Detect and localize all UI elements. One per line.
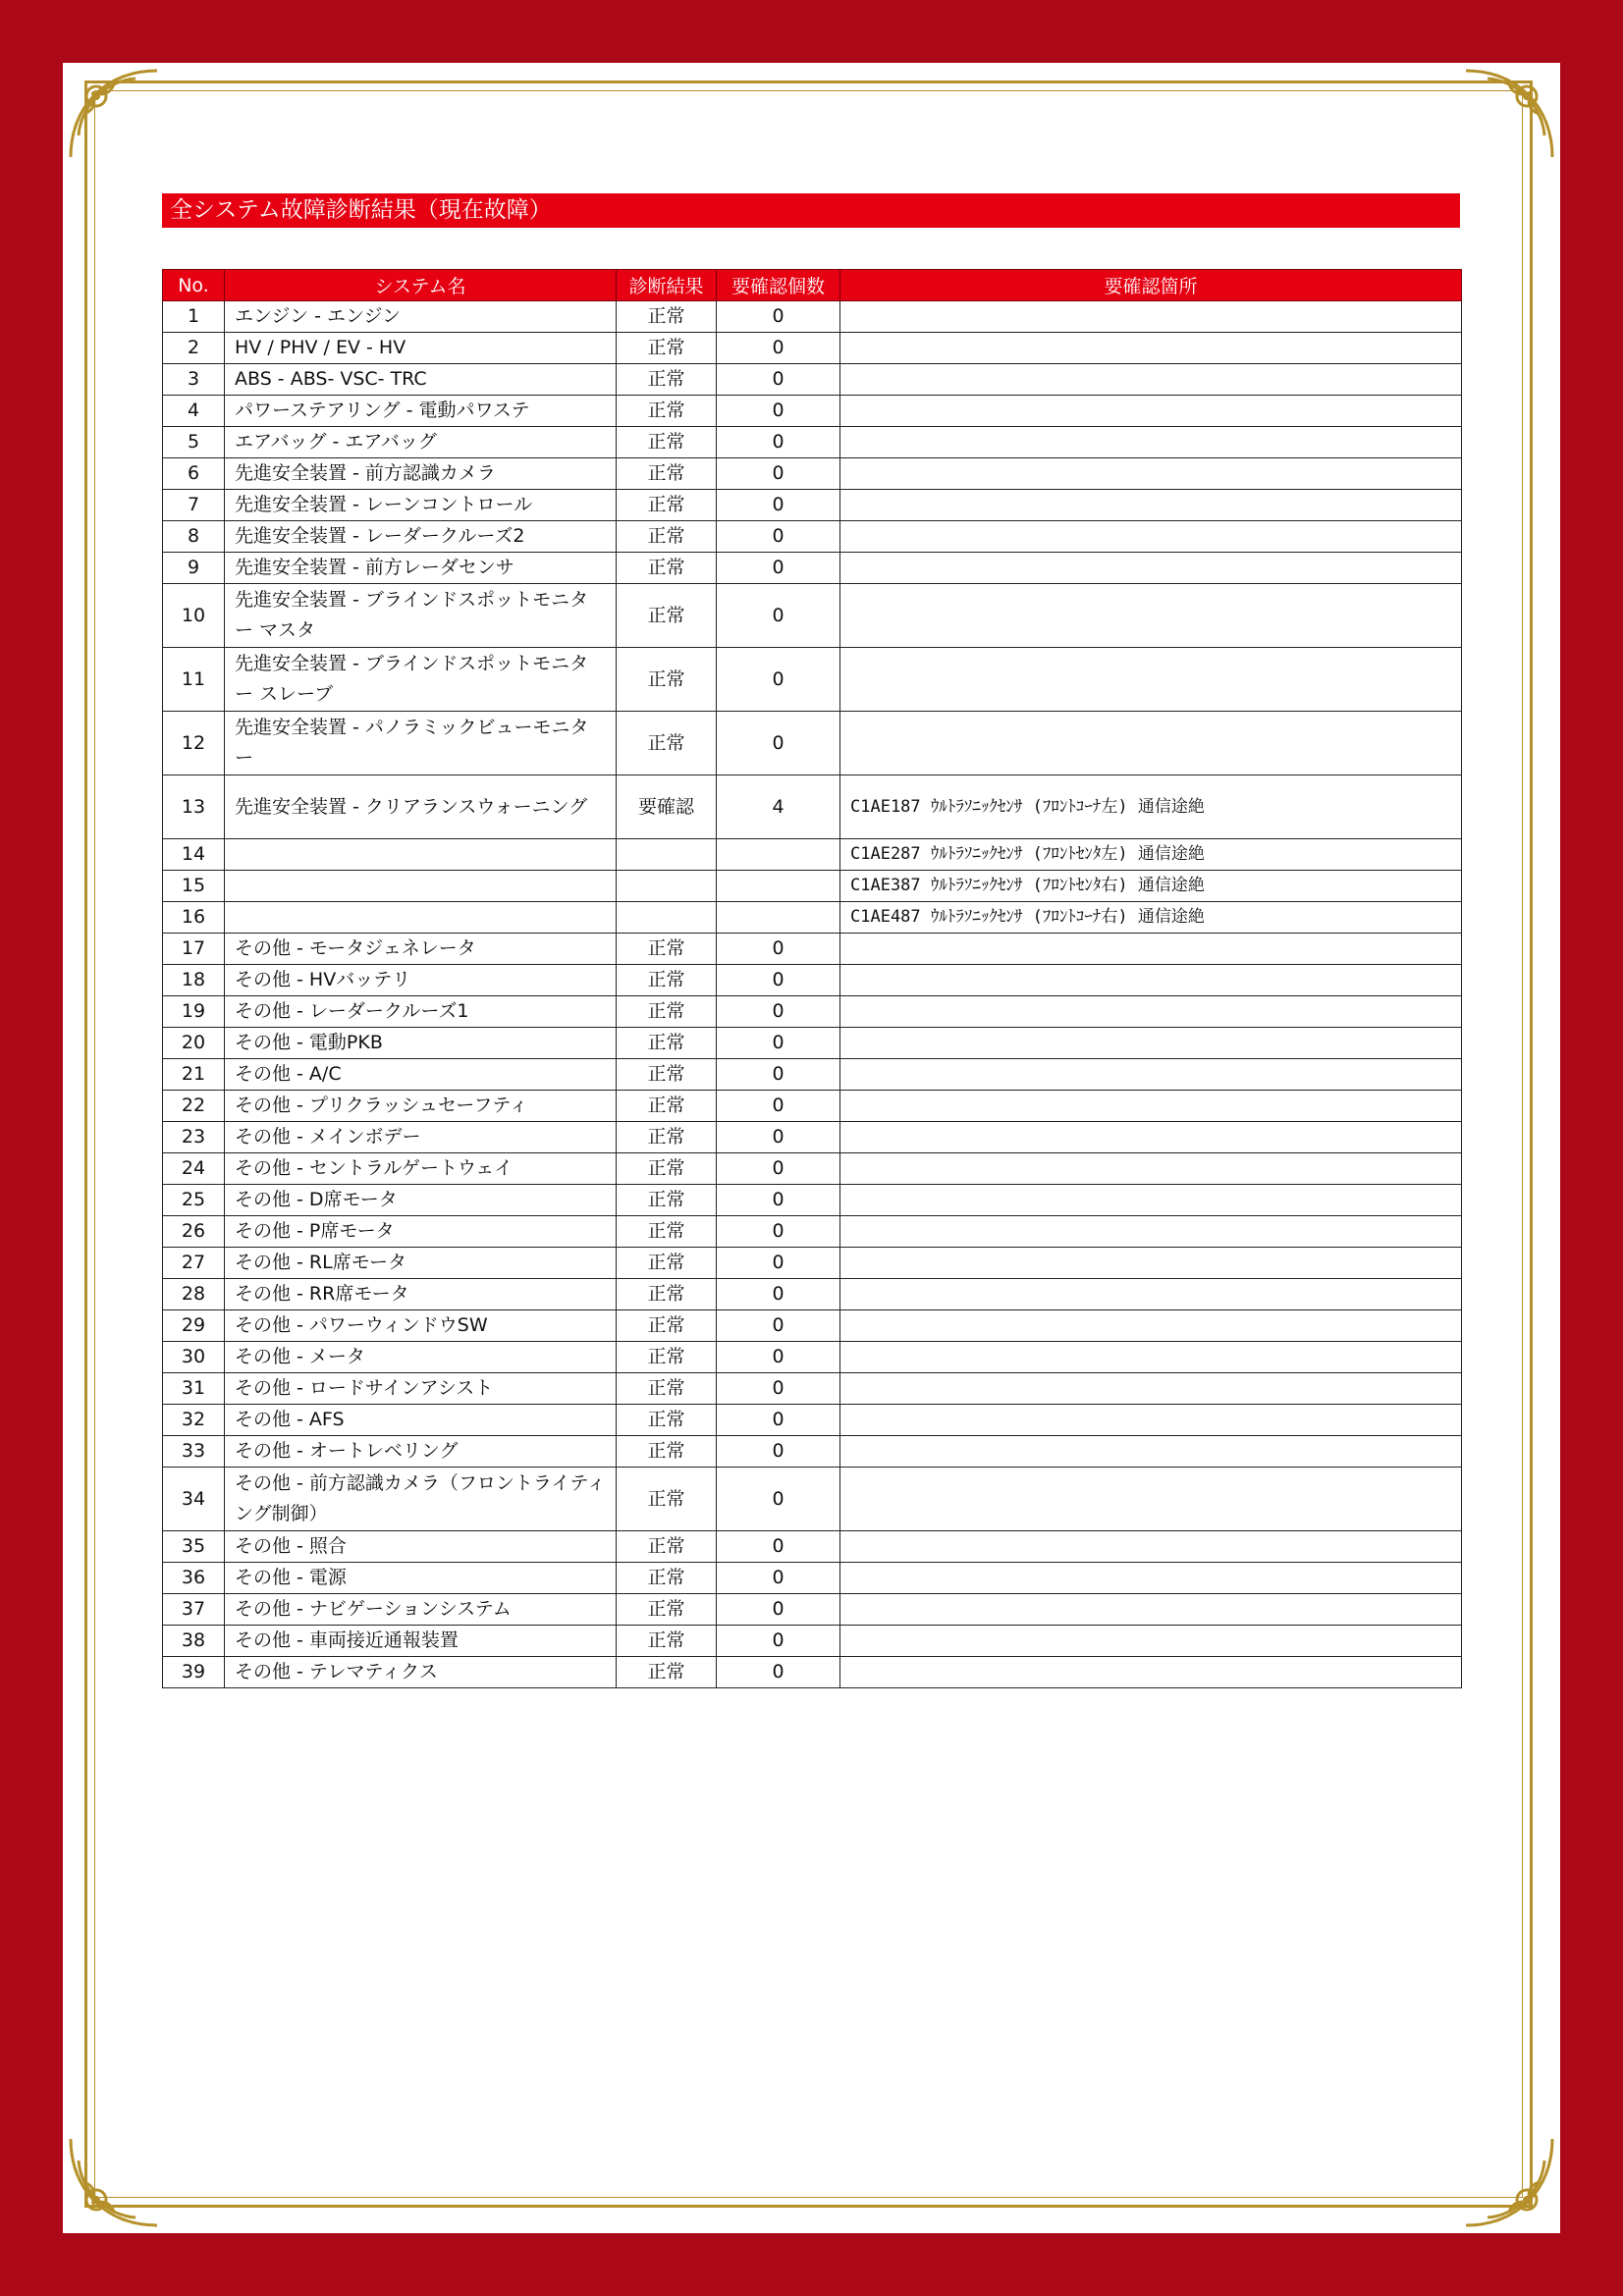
check-count-cell: 0 [717,1310,840,1342]
check-count-cell: 0 [717,1531,840,1563]
table-row [163,839,1462,871]
diagnosis-result-cell: 正常 [617,427,717,458]
table-row [163,1185,1462,1216]
system-name-cell: ABS - ABS- VSC- TRC [225,364,617,396]
table-row [163,1091,1462,1122]
diagnosis-result-cell: 正常 [617,1468,717,1531]
check-count-cell: 0 [717,965,840,996]
check-location-cell [840,1657,1462,1688]
check-location-cell [840,1185,1462,1216]
check-count-cell: 0 [717,648,840,712]
row-number: 10 [163,584,225,648]
check-count-cell: 0 [717,1342,840,1373]
check-count-cell: 0 [717,1594,840,1626]
diagnosis-result-cell: 正常 [617,1626,717,1657]
check-location-cell [840,553,1462,584]
check-count-cell: 0 [717,1626,840,1657]
check-count-cell: 0 [717,1657,840,1688]
check-count-cell: 0 [717,427,840,458]
check-location-cell [840,427,1462,458]
table-row [163,1373,1462,1405]
diagnosis-result-cell: 正常 [617,1436,717,1468]
system-name-cell: その他 - AFS [225,1405,617,1436]
row-number: 4 [163,396,225,427]
table-row [163,1310,1462,1342]
diagnosis-result-cell: 正常 [617,1657,717,1688]
table-row [163,1059,1462,1091]
system-name-cell: 先進安全装置 - レーダークルーズ2 [225,521,617,553]
check-location-cell [840,1248,1462,1279]
table-row [163,712,1462,775]
diagnosis-result-cell: 正常 [617,1279,717,1310]
system-name-cell: その他 - D席モータ [225,1185,617,1216]
check-location-cell [840,584,1462,648]
diagnosis-result-cell: 正常 [617,1248,717,1279]
check-count-cell: 0 [717,1373,840,1405]
system-name-cell: その他 - 前方認識カメラ（フロントライティング制御） [225,1468,617,1531]
row-number: 29 [163,1310,225,1342]
check-count-cell: 4 [717,775,840,839]
diagnosis-result-cell [617,839,717,871]
check-count-cell: 0 [717,1248,840,1279]
check-count-cell: 0 [717,553,840,584]
table-row [163,458,1462,490]
corner-ornament-icon [67,2135,161,2229]
check-location-cell [840,1216,1462,1248]
table-row [163,871,1462,902]
diagnosis-result-cell: 正常 [617,521,717,553]
check-location-cell [840,648,1462,712]
system-name-cell: エンジン - エンジン [225,301,617,333]
check-location-cell: C1AE487 ｳﾙﾄﾗｿﾆｯｸｾﾝｻ (ﾌﾛﾝﾄｺｰﾅ右) 通信途絶 [840,902,1462,934]
diagnosis-result-cell: 正常 [617,1122,717,1153]
table-row [163,1594,1462,1626]
corner-ornament-icon [1462,2135,1556,2229]
system-name-cell: パワーステアリング - 電動パワステ [225,396,617,427]
header-no: No. [163,270,225,301]
check-location-cell [840,712,1462,775]
system-name-cell: その他 - HVバッテリ [225,965,617,996]
table-row [163,1531,1462,1563]
check-location-cell [840,521,1462,553]
system-name-cell: その他 - テレマティクス [225,1657,617,1688]
row-number: 36 [163,1563,225,1594]
check-count-cell: 0 [717,458,840,490]
system-name-cell: その他 - A/C [225,1059,617,1091]
row-number: 11 [163,648,225,712]
corner-ornament-icon [67,67,161,161]
table-row [163,1216,1462,1248]
check-location-cell [840,1594,1462,1626]
row-number: 24 [163,1153,225,1185]
diagnosis-result-cell: 正常 [617,1091,717,1122]
system-name-cell: その他 - メータ [225,1342,617,1373]
check-count-cell: 0 [717,934,840,965]
diagnosis-result-cell: 正常 [617,648,717,712]
check-count-cell: 0 [717,1216,840,1248]
diagnosis-result-cell: 正常 [617,1059,717,1091]
table-row [163,584,1462,648]
row-number: 22 [163,1091,225,1122]
diagnosis-result-cell: 正常 [617,333,717,364]
table-row [163,1657,1462,1688]
check-location-cell [840,1028,1462,1059]
system-name-cell: その他 - RL席モータ [225,1248,617,1279]
system-name-cell: HV / PHV / EV - HV [225,333,617,364]
diagnosis-result-cell: 正常 [617,965,717,996]
system-name-cell [225,902,617,934]
row-number: 1 [163,301,225,333]
diagnosis-result-cell: 正常 [617,490,717,521]
check-count-cell: 0 [717,996,840,1028]
check-location-cell: C1AE187 ｳﾙﾄﾗｿﾆｯｸｾﾝｻ (ﾌﾛﾝﾄｺｰﾅ左) 通信途絶 [840,775,1462,839]
diagnosis-result-cell: 正常 [617,1028,717,1059]
diagnosis-result-cell: 正常 [617,301,717,333]
table-row [163,396,1462,427]
system-name-cell: その他 - ナビゲーションシステム [225,1594,617,1626]
check-location-cell [840,965,1462,996]
row-number: 15 [163,871,225,902]
table-row [163,1405,1462,1436]
check-count-cell: 0 [717,712,840,775]
diagnosis-result-cell: 要確認 [617,775,717,839]
system-name-cell: その他 - 電源 [225,1563,617,1594]
check-count-cell: 0 [717,301,840,333]
table-row [163,301,1462,333]
table-row [163,1342,1462,1373]
diagnosis-result-cell: 正常 [617,1594,717,1626]
row-number: 16 [163,902,225,934]
table-row [163,1436,1462,1468]
diagnosis-result-cell: 正常 [617,1563,717,1594]
row-number: 32 [163,1405,225,1436]
check-count-cell: 0 [717,1122,840,1153]
diagnosis-result-cell: 正常 [617,1153,717,1185]
system-name-cell: 先進安全装置 - パノラミックビューモニター [225,712,617,775]
row-number: 30 [163,1342,225,1373]
table-row [163,364,1462,396]
table-row [163,996,1462,1028]
check-location-cell [840,1373,1462,1405]
row-number: 7 [163,490,225,521]
row-number: 2 [163,333,225,364]
table-row [163,934,1462,965]
check-count-cell [717,871,840,902]
row-number: 33 [163,1436,225,1468]
row-number: 20 [163,1028,225,1059]
system-name-cell: 先進安全装置 - ブラインドスポットモニター スレーブ [225,648,617,712]
row-number: 23 [163,1122,225,1153]
row-number: 26 [163,1216,225,1248]
check-count-cell: 0 [717,1436,840,1468]
table-header-row [163,270,1462,301]
row-number: 27 [163,1248,225,1279]
check-count-cell: 0 [717,521,840,553]
diagnosis-result-cell: 正常 [617,364,717,396]
system-name-cell [225,871,617,902]
system-name-cell: 先進安全装置 - ブラインドスポットモニター マスタ [225,584,617,648]
diagnosis-result-cell: 正常 [617,584,717,648]
diagnosis-result-cell: 正常 [617,1531,717,1563]
system-name-cell: その他 - 照合 [225,1531,617,1563]
table-row [163,333,1462,364]
system-name-cell: その他 - 車両接近通報装置 [225,1626,617,1657]
check-location-cell [840,1405,1462,1436]
check-count-cell: 0 [717,364,840,396]
header-check-location: 要確認箇所 [840,270,1462,301]
corner-ornament-icon [1462,67,1556,161]
system-name-cell: その他 - RR席モータ [225,1279,617,1310]
table-row [163,1468,1462,1531]
row-number: 14 [163,839,225,871]
row-number: 25 [163,1185,225,1216]
check-count-cell: 0 [717,1153,840,1185]
row-number: 5 [163,427,225,458]
check-count-cell: 0 [717,1563,840,1594]
check-location-cell [840,1310,1462,1342]
system-name-cell: 先進安全装置 - 前方認識カメラ [225,458,617,490]
system-name-cell: その他 - オートレベリング [225,1436,617,1468]
check-count-cell: 0 [717,1185,840,1216]
check-location-cell [840,1531,1462,1563]
table-row [163,521,1462,553]
check-location-cell [840,490,1462,521]
diagnosis-result-cell: 正常 [617,1185,717,1216]
check-location-cell [840,1122,1462,1153]
diagnosis-result-cell: 正常 [617,1405,717,1436]
check-count-cell: 0 [717,584,840,648]
check-count-cell: 0 [717,1468,840,1531]
row-number: 21 [163,1059,225,1091]
table-row [163,775,1462,839]
table-row [163,648,1462,712]
check-location-cell: C1AE387 ｳﾙﾄﾗｿﾆｯｸｾﾝｻ (ﾌﾛﾝﾄｾﾝﾀ右) 通信途絶 [840,871,1462,902]
diagnosis-result-cell: 正常 [617,1373,717,1405]
check-location-cell [840,396,1462,427]
table-row [163,1279,1462,1310]
system-name-cell: その他 - メインボデー [225,1122,617,1153]
system-name-cell: その他 - レーダークルーズ1 [225,996,617,1028]
row-number: 39 [163,1657,225,1688]
diagnosis-result-cell: 正常 [617,458,717,490]
check-location-cell [840,1626,1462,1657]
system-name-cell: 先進安全装置 - 前方レーダセンサ [225,553,617,584]
check-location-cell [840,301,1462,333]
row-number: 18 [163,965,225,996]
table-row [163,490,1462,521]
header-check-count: 要確認個数 [717,270,840,301]
diagnosis-result-cell: 正常 [617,553,717,584]
check-count-cell: 0 [717,1405,840,1436]
check-location-cell [840,1563,1462,1594]
check-location-cell [840,1342,1462,1373]
check-count-cell: 0 [717,1091,840,1122]
diagnosis-result-cell: 正常 [617,1216,717,1248]
check-count-cell [717,902,840,934]
table-row [163,1626,1462,1657]
row-number: 13 [163,775,225,839]
system-name-cell: その他 - モータジェネレータ [225,934,617,965]
row-number: 6 [163,458,225,490]
check-location-cell [840,333,1462,364]
table-row [163,965,1462,996]
check-count-cell: 0 [717,333,840,364]
row-number: 19 [163,996,225,1028]
system-name-cell: 先進安全装置 - レーンコントロール [225,490,617,521]
diagnosis-result-table [162,269,1462,1688]
check-count-cell: 0 [717,1279,840,1310]
check-location-cell [840,1153,1462,1185]
check-location-cell [840,934,1462,965]
check-count-cell: 0 [717,396,840,427]
system-name-cell: その他 - P席モータ [225,1216,617,1248]
table-row [163,902,1462,934]
diagnosis-result-cell [617,902,717,934]
row-number: 31 [163,1373,225,1405]
check-location-cell [840,1436,1462,1468]
diagnosis-result-cell [617,871,717,902]
check-location-cell [840,364,1462,396]
row-number: 38 [163,1626,225,1657]
system-name-cell: その他 - プリクラッシュセーフティ [225,1091,617,1122]
diagnosis-result-cell: 正常 [617,396,717,427]
table-row [163,1248,1462,1279]
row-number: 8 [163,521,225,553]
check-location-cell [840,1279,1462,1310]
check-count-cell: 0 [717,1028,840,1059]
check-count-cell: 0 [717,490,840,521]
table-row [163,1028,1462,1059]
table-row [163,1122,1462,1153]
diagnosis-result-cell: 正常 [617,934,717,965]
row-number: 28 [163,1279,225,1310]
section-heading: 全システム故障診断結果（現在故障） [162,193,1460,228]
table-row [163,427,1462,458]
system-name-cell: その他 - ロードサインアシスト [225,1373,617,1405]
check-location-cell: C1AE287 ｳﾙﾄﾗｿﾆｯｸｾﾝｻ (ﾌﾛﾝﾄｾﾝﾀ左) 通信途絶 [840,839,1462,871]
check-location-cell [840,1091,1462,1122]
row-number: 37 [163,1594,225,1626]
check-count-cell [717,839,840,871]
diagnosis-result-cell: 正常 [617,996,717,1028]
header-diagnosis-result: 診断結果 [617,270,717,301]
check-location-cell [840,1059,1462,1091]
table-row [163,1153,1462,1185]
table-body [163,301,1462,1688]
table-row [163,1563,1462,1594]
system-name-cell [225,839,617,871]
check-location-cell [840,1468,1462,1531]
table-row [163,553,1462,584]
row-number: 35 [163,1531,225,1563]
diagnosis-result-cell: 正常 [617,1310,717,1342]
diagnosis-result-cell: 正常 [617,712,717,775]
row-number: 3 [163,364,225,396]
system-name-cell: その他 - 電動PKB [225,1028,617,1059]
row-number: 34 [163,1468,225,1531]
row-number: 17 [163,934,225,965]
check-location-cell [840,458,1462,490]
system-name-cell: その他 - セントラルゲートウェイ [225,1153,617,1185]
row-number: 12 [163,712,225,775]
system-name-cell: その他 - パワーウィンドウSW [225,1310,617,1342]
check-location-cell [840,996,1462,1028]
row-number: 9 [163,553,225,584]
system-name-cell: エアバッグ - エアバッグ [225,427,617,458]
system-name-cell: 先進安全装置 - クリアランスウォーニング [225,775,617,839]
check-count-cell: 0 [717,1059,840,1091]
diagnosis-result-cell: 正常 [617,1342,717,1373]
header-system-name: システム名 [225,270,617,301]
